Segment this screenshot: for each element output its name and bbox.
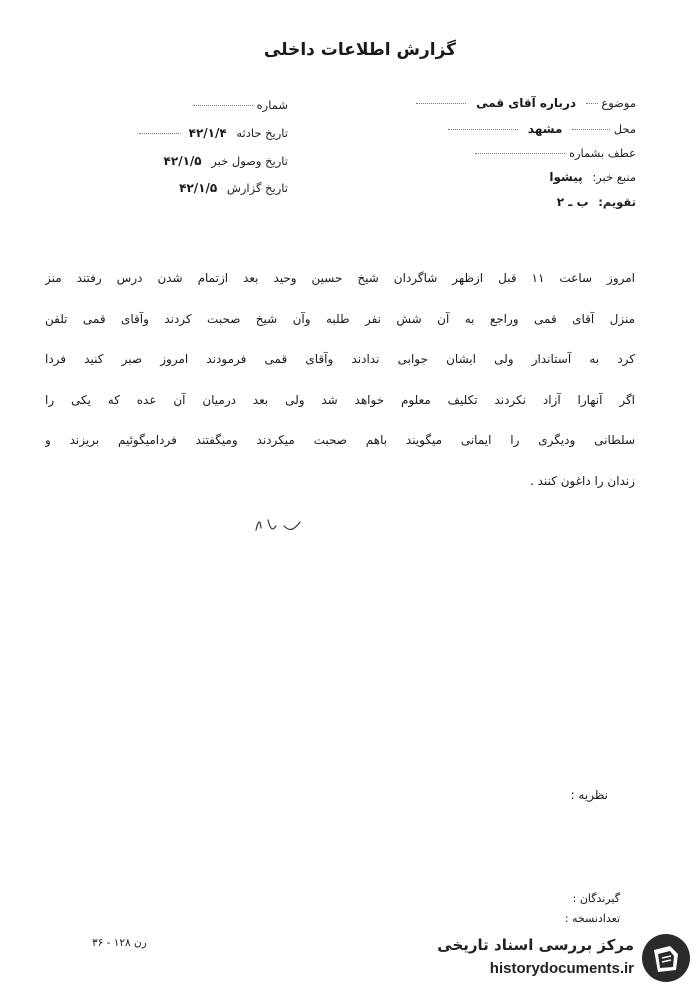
body-line: اگر آنهارا آزاد نکردند تکلیف معلوم خواهد شد ولی بعد درمیان آن عده که یکی را <box>45 392 635 407</box>
handwritten-signature <box>250 510 310 540</box>
received-date-value: ۴۲/۱/۵ <box>163 154 202 168</box>
incident-date-label: تاریخ حادثه <box>236 126 288 140</box>
footer-code: ۳۶ - ۱۲۸ رن <box>92 937 147 949</box>
place-label: محل <box>613 122 636 136</box>
recipients-label: گیرندگان : <box>572 892 620 905</box>
number-field <box>193 98 288 112</box>
calendar-value: ب ـ ۲ <box>556 195 589 209</box>
body-line: سلطانی ودیگری را ایمانی میگویند باهم صحبت میکردند ومیگفتند فردامیگوئیم بریزند و <box>45 433 635 447</box>
incident-date-value: ۴۲/۱/۴ <box>188 126 227 140</box>
reference-label: عطف بشماره <box>568 146 636 160</box>
document-folder-icon <box>640 932 692 984</box>
reference-field <box>475 146 636 160</box>
number-label: شماره <box>256 98 288 112</box>
body-line: منزل آقای قمی وراجع به آن شش نفر طلبه وآن شیخ صحبت کردند وآقای قمی تلفن <box>45 311 635 326</box>
page-title: گزارش اطلاعات داخلی <box>263 40 457 60</box>
report-date-label: تاریخ گزارش <box>226 181 288 195</box>
subject-label: موضوع <box>601 96 636 110</box>
subject-field <box>416 96 636 110</box>
source-value: پیشوا <box>549 170 583 184</box>
copies-label: تعدادنسخه : <box>564 912 620 925</box>
source-field <box>543 170 636 184</box>
subject-value: درباره آقای قمی <box>476 96 577 110</box>
watermark-name: مرکز بررسی اسناد تاریخی <box>437 936 634 954</box>
report-date-value: ۴۲/۱/۵ <box>179 181 218 195</box>
body-line: امروز ساعت ۱۱ قبل ازظهر شاگردان شیخ حسین وحید بعد ازتمام شدن درس رفتند منز <box>45 271 635 285</box>
body-line: زندان را داغون کنند . <box>530 473 635 488</box>
body-line: کرد به آستاندار ولی ایشان جوابی ندادند وآقای قمی فرمودند امروز صبر کنید فردا <box>45 352 635 366</box>
incident-date-field <box>139 126 288 140</box>
received-date-field <box>158 154 288 168</box>
calendar-label: تقویم: <box>598 195 636 209</box>
place-value: مشهد <box>527 122 563 136</box>
source-label: منبع خبر: <box>592 170 636 184</box>
calendar-field <box>551 195 636 209</box>
opinion-label: نظریه : <box>570 788 608 802</box>
watermark <box>410 930 700 990</box>
watermark-url: historydocuments.ir <box>489 960 634 977</box>
report-date-field <box>173 181 288 195</box>
place-field <box>448 122 636 136</box>
report-body <box>45 258 635 501</box>
received-date-label: تاریخ وصول خبر <box>211 154 288 168</box>
